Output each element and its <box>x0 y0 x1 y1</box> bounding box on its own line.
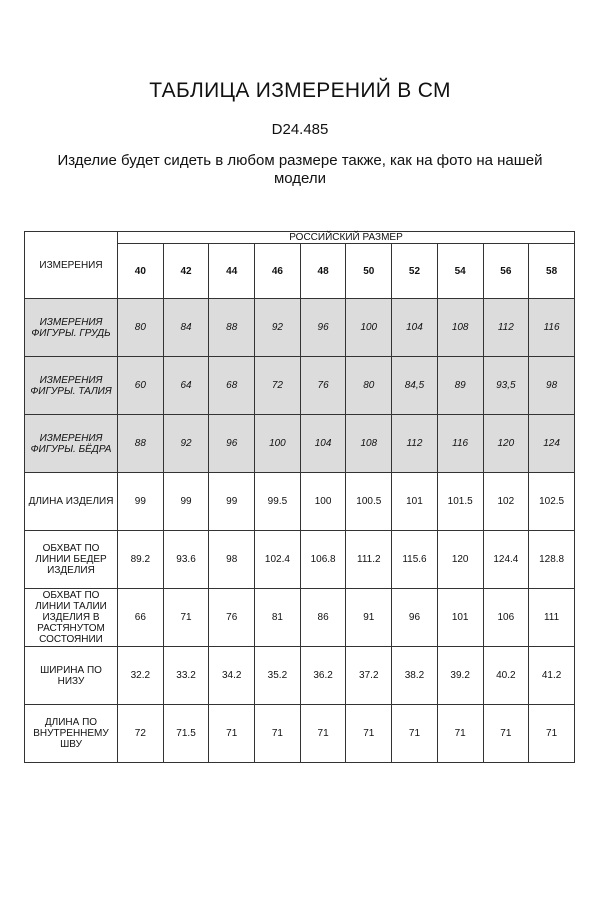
table-cell: 34.2 <box>209 647 255 705</box>
table-cell: 99 <box>163 473 209 531</box>
size-header-cell: 52 <box>392 244 438 299</box>
table-cell: 36.2 <box>300 647 346 705</box>
table-cell: 101 <box>437 589 483 647</box>
table-cell: 116 <box>529 299 575 357</box>
table-cell: 101.5 <box>437 473 483 531</box>
table-cell: 106 <box>483 589 529 647</box>
table-cell: 112 <box>483 299 529 357</box>
table-cell: 40.2 <box>483 647 529 705</box>
table-row <box>25 473 575 531</box>
size-header-cell: 44 <box>209 244 255 299</box>
table-cell: 112 <box>392 415 438 473</box>
table-cell: 111.2 <box>346 531 392 589</box>
size-table <box>24 231 575 763</box>
table-cell: 111 <box>529 589 575 647</box>
table-cell: 71 <box>392 705 438 763</box>
table-cell: 76 <box>300 357 346 415</box>
table-cell: 106.8 <box>300 531 346 589</box>
table-cell: 104 <box>300 415 346 473</box>
table-cell: 124.4 <box>483 531 529 589</box>
table-cell: 99 <box>209 473 255 531</box>
size-header-cell: 40 <box>118 244 164 299</box>
size-header-cell: 46 <box>255 244 301 299</box>
group-header: РОССИЙСКИЙ РАЗМЕР <box>118 232 575 244</box>
table-row <box>25 705 575 763</box>
table-cell: 71 <box>483 705 529 763</box>
table-cell: 33.2 <box>163 647 209 705</box>
table-cell: 32.2 <box>118 647 164 705</box>
table-cell: 71 <box>437 705 483 763</box>
row-label: ОБХВАТ ПО ЛИНИИ ТАЛИИ ИЗДЕЛИЯ В РАСТЯНУТОМ СОСТОЯНИИ <box>25 589 118 647</box>
table-cell: 89 <box>437 357 483 415</box>
table-cell: 86 <box>300 589 346 647</box>
table-row <box>25 589 575 647</box>
table-cell: 89.2 <box>118 531 164 589</box>
table-cell: 96 <box>300 299 346 357</box>
row-label: ИЗМЕРЕНИЯ ФИГУРЫ. БЁДРА <box>25 415 118 473</box>
table-cell: 66 <box>118 589 164 647</box>
row-label: ДЛИНА ПО ВНУТРЕННЕМУ ШВУ <box>25 705 118 763</box>
table-row <box>25 531 575 589</box>
page-title: ТАБЛИЦА ИЗМЕРЕНИЙ В СМ <box>149 79 451 102</box>
table-cell: 100 <box>346 299 392 357</box>
row-label: ИЗМЕРЕНИЯ ФИГУРЫ. ГРУДЬ <box>25 299 118 357</box>
table-cell: 98 <box>529 357 575 415</box>
table-cell: 71 <box>300 705 346 763</box>
table-cell: 108 <box>346 415 392 473</box>
table-cell: 91 <box>346 589 392 647</box>
fit-note: Изделие будет сидеть в любом размере также, как на фото на нашей модели <box>57 152 543 187</box>
table-cell: 71 <box>163 589 209 647</box>
size-header-cell: 48 <box>300 244 346 299</box>
table-cell: 71 <box>255 705 301 763</box>
table-cell: 102.5 <box>529 473 575 531</box>
table-row <box>25 647 575 705</box>
size-header-cell: 42 <box>163 244 209 299</box>
table-cell: 128.8 <box>529 531 575 589</box>
table-cell: 101 <box>392 473 438 531</box>
table-cell: 71 <box>346 705 392 763</box>
size-header-cell: 58 <box>529 244 575 299</box>
table-cell: 102.4 <box>255 531 301 589</box>
table-cell: 102 <box>483 473 529 531</box>
table-cell: 98 <box>209 531 255 589</box>
table-cell: 80 <box>346 357 392 415</box>
table-row <box>25 415 575 473</box>
table-cell: 124 <box>529 415 575 473</box>
table-cell: 120 <box>483 415 529 473</box>
table-cell: 100 <box>255 415 301 473</box>
table-cell: 108 <box>437 299 483 357</box>
table-cell: 93,5 <box>483 357 529 415</box>
table-cell: 99 <box>118 473 164 531</box>
table-cell: 116 <box>437 415 483 473</box>
table-cell: 92 <box>255 299 301 357</box>
size-header-cell: 56 <box>483 244 529 299</box>
table-cell: 104 <box>392 299 438 357</box>
table-cell: 88 <box>118 415 164 473</box>
table-cell: 81 <box>255 589 301 647</box>
table-header-row-group <box>25 232 575 244</box>
table-cell: 72 <box>118 705 164 763</box>
table-cell: 96 <box>392 589 438 647</box>
table-cell: 76 <box>209 589 255 647</box>
table-cell: 115.6 <box>392 531 438 589</box>
table-cell: 39.2 <box>437 647 483 705</box>
table-cell: 35.2 <box>255 647 301 705</box>
size-header-cell: 50 <box>346 244 392 299</box>
table-cell: 64 <box>163 357 209 415</box>
row-label: ШИРИНА ПО НИЗУ <box>25 647 118 705</box>
size-header-cell: 54 <box>437 244 483 299</box>
table-cell: 96 <box>209 415 255 473</box>
table-cell: 71.5 <box>163 705 209 763</box>
table-cell: 60 <box>118 357 164 415</box>
table-row <box>25 299 575 357</box>
table-cell: 38.2 <box>392 647 438 705</box>
article-code: D24.485 <box>271 121 329 138</box>
table-cell: 71 <box>529 705 575 763</box>
table-cell: 41.2 <box>529 647 575 705</box>
table-cell: 84 <box>163 299 209 357</box>
row-label: ОБХВАТ ПО ЛИНИИ БЕДЕР ИЗДЕЛИЯ <box>25 531 118 589</box>
table-cell: 99.5 <box>255 473 301 531</box>
table-cell: 68 <box>209 357 255 415</box>
table-cell: 120 <box>437 531 483 589</box>
table-cell: 71 <box>209 705 255 763</box>
table-cell: 100 <box>300 473 346 531</box>
table-cell: 37.2 <box>346 647 392 705</box>
table-cell: 72 <box>255 357 301 415</box>
table-cell: 93.6 <box>163 531 209 589</box>
table-cell: 88 <box>209 299 255 357</box>
corner-label: ИЗМЕРЕНИЯ <box>25 232 118 299</box>
table-cell: 92 <box>163 415 209 473</box>
table-cell: 80 <box>118 299 164 357</box>
table-cell: 84,5 <box>392 357 438 415</box>
row-label: ИЗМЕРЕНИЯ ФИГУРЫ. ТАЛИЯ <box>25 357 118 415</box>
table-cell: 100.5 <box>346 473 392 531</box>
table-row <box>25 357 575 415</box>
row-label: ДЛИНА ИЗДЕЛИЯ <box>25 473 118 531</box>
